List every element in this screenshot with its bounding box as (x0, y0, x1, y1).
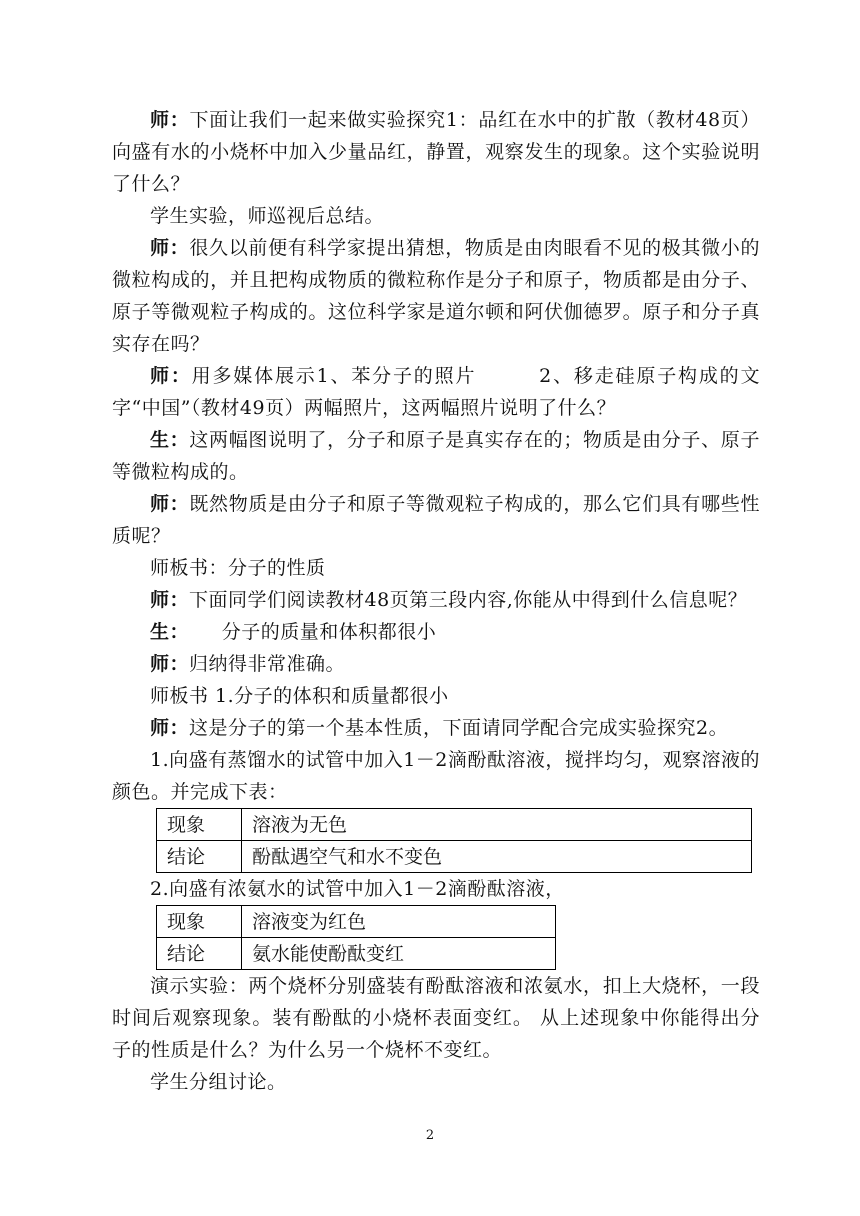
paragraph-student-experiment: 学生实验，师巡视后总结。 (150, 205, 385, 227)
paragraph-group-discussion: 学生分组讨论。 (150, 1071, 287, 1093)
table-cell-label: 现象 (157, 906, 242, 938)
paragraph-experiment-1 (112, 104, 760, 200)
paragraph-demo-experiment: 演示实验：两个烧杯分别盛装有酚酞溶液和浓氨水，扣上大烧杯，一段时间后观察现象。装有酚酞的小烧杯表面变红。 从上述现象中你能得出分子的性质是什么？为什么另一个烧杯不变红。 (112, 975, 760, 1061)
speaker-label: 师： (150, 493, 190, 515)
paragraph-scientist-hypothesis (112, 232, 760, 360)
table-row (157, 809, 752, 841)
paragraph-text: 归纳得非常准确。 (189, 653, 346, 675)
paragraph-experiment-2-intro (112, 712, 760, 744)
speaker-label: 师： (150, 589, 190, 611)
table-cell-label: 现象 (157, 809, 242, 841)
paragraph-properties-question (112, 488, 760, 552)
results-table-2 (156, 905, 556, 970)
paragraph-text: 既然物质是由分子和原子等微观粒子构成的，那么它们具有哪些性质呢？ (112, 493, 760, 547)
paragraph-teacher-praise (112, 648, 760, 680)
table-cell-value: 溶液为无色 (242, 809, 752, 841)
paragraph-text: 用多媒体展示1、苯分子的照片 2、移走硅原子构成的文字“中国”（教材49页）两幅照片，这两幅照片说明了什么？ (112, 365, 760, 419)
paragraph-reading-task (112, 584, 760, 616)
paragraph-student-answer-2 (112, 616, 760, 648)
paragraph-text: 下面让我们一起来做实验探究1：品红在水中的扩散（教材48页）向盛有水的小烧杯中加入少量品红，静置，观察发生的现象。这个实验说明了什么？ (112, 109, 760, 195)
table-cell-value: 酚酞遇空气和水不变色 (242, 841, 752, 873)
paragraph-step-1: 1.向盛有蒸馏水的试管中加入1－2滴酚酞溶液，搅拌均匀，观察溶液的颜色。并完成下表： (112, 749, 760, 803)
speaker-label: 师： (150, 109, 190, 131)
speaker-label: 生： (150, 429, 190, 451)
table-cell-value: 溶液变为红色 (242, 906, 556, 938)
paragraph-board-writing-1: 师板书：分子的性质 (150, 557, 326, 579)
table-row (157, 841, 752, 873)
speaker-label: 生： (150, 621, 190, 643)
table-row (157, 906, 556, 938)
paragraph-step-2: 2.向盛有浓氨水的试管中加入1－2滴酚酞溶液， (150, 878, 565, 900)
paragraph-text: 分子的质量和体积都很小 (189, 621, 437, 643)
paragraph-board-writing-2: 师板书 1.分子的体积和质量都很小 (150, 685, 449, 707)
speaker-label: 师： (150, 717, 190, 739)
paragraph-text: 下面同学们阅读教材48页第三段内容,你能从中得到什么信息呢？ (189, 589, 748, 611)
table-cell-label: 结论 (157, 938, 242, 970)
speaker-label: 师： (150, 365, 192, 387)
results-table-1 (156, 808, 752, 873)
paragraph-multimedia-photos (112, 360, 760, 424)
page-number: 2 (425, 1128, 435, 1143)
speaker-label: 师： (150, 653, 190, 675)
paragraph-student-answer-1 (112, 424, 760, 488)
table-cell-value: 氨水能使酚酞变红 (242, 938, 556, 970)
paragraph-text: 这两幅图说明了，分子和原子是真实存在的；物质是由分子、原子等微粒构成的。 (112, 429, 760, 483)
speaker-label: 师： (150, 237, 190, 259)
table-cell-label: 结论 (157, 841, 242, 873)
document-page (112, 104, 760, 1098)
table-row (157, 938, 556, 970)
paragraph-text: 这是分子的第一个基本性质，下面请同学配合完成实验探究2。 (189, 717, 729, 739)
paragraph-text: 很久以前便有科学家提出猜想，物质是由肉眼看不见的极其微小的微粒构成的，并且把构成物质的微粒称作是分子和原子，物质都是由分子、原子等微观粒子构成的。这位科学家是道尔顿和阿伏伽德罗。原子和分子真实存在吗？ (112, 237, 760, 355)
